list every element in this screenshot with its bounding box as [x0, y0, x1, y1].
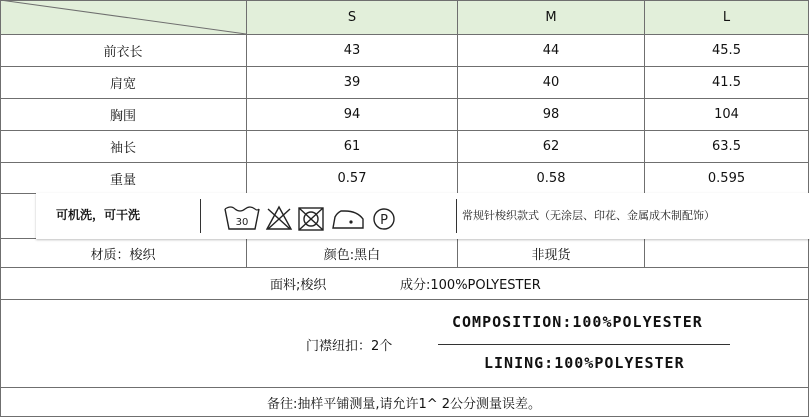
material-cell: 材质：梭织 — [0, 239, 247, 268]
care-divider-left — [200, 199, 201, 233]
table-cell: 0.595 — [645, 163, 809, 194]
row-label-weight: 重量 — [0, 163, 247, 194]
size-header-l: L — [645, 0, 809, 35]
stock-cell: 非现货 — [458, 239, 645, 268]
row-label-sleeve: 袖长 — [0, 131, 247, 163]
lining-tag: LINING:100%POLYESTER — [484, 354, 685, 372]
table-cell: 44 — [458, 35, 645, 67]
fabric-row — [0, 268, 809, 300]
no-tumble-dry-icon — [299, 208, 323, 230]
diagonal-line — [0, 0, 247, 35]
table-cell: 0.58 — [458, 163, 645, 194]
table-cell: 40 — [458, 67, 645, 99]
note-row: 备往:抽样平铺测量,请允许1^ 2公分测量误差。 — [0, 388, 809, 417]
table-cell: 39 — [247, 67, 458, 99]
no-bleach-icon — [267, 207, 291, 229]
composition-label: 成分:100%POLYESTER — [400, 278, 541, 293]
size-header-s: S — [247, 0, 458, 35]
care-note: 常规针梭织款式（无涂层、印花、金属成木制配饰） — [462, 209, 715, 222]
iron-icon — [333, 211, 363, 228]
composition-tag: COMPOSITION:100%POLYESTER — [452, 313, 703, 331]
row-label-chest: 胸围 — [0, 99, 247, 131]
table-cell: 61 — [247, 131, 458, 163]
care-symbols — [221, 197, 421, 237]
wash-instruction: 可机洗，可干洗 — [56, 208, 141, 222]
tag-divider — [438, 344, 730, 345]
color-cell: 颜色:黑白 — [247, 239, 458, 268]
dry-clean-p-icon — [374, 209, 394, 229]
table-cell: 104 — [645, 99, 809, 131]
table-cell: 62 — [458, 131, 645, 163]
table-cell: 0.57 — [247, 163, 458, 194]
buttons-label: 门襟纽扣：2个 — [306, 339, 393, 354]
wash-temp-label: 30 — [235, 217, 249, 228]
table-cell: 41.5 — [645, 67, 809, 99]
row-label-length: 前衣长 — [0, 35, 247, 67]
table-cell: 43 — [247, 35, 458, 67]
table-cell: 45.5 — [645, 35, 809, 67]
wash-30-icon — [225, 207, 259, 229]
table-cell: 98 — [458, 99, 645, 131]
buttons-row — [0, 300, 809, 388]
care-divider-right — [456, 199, 457, 233]
dry-clean-letter: P — [380, 213, 388, 228]
row-label-shoulder: 肩宽 — [0, 67, 247, 99]
care-label — [36, 193, 810, 239]
empty-cell — [645, 239, 809, 268]
table-cell: 94 — [247, 99, 458, 131]
corner-header — [0, 0, 247, 35]
fabric-label: 面料;梭织 — [270, 278, 327, 293]
size-header-m: M — [458, 0, 645, 35]
table-cell: 63.5 — [645, 131, 809, 163]
